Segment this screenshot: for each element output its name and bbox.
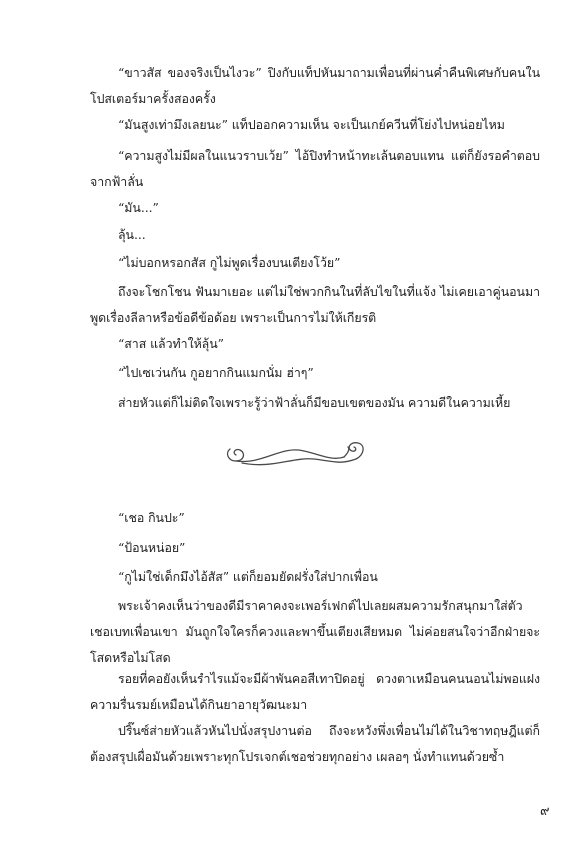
paragraph-13: “กูไม่ใช่เด็กมึงไอ้สัส” แต่ก็ยอมยัดฝรั่งใส่ปากเพื่อน bbox=[118, 569, 378, 584]
paragraph-8: “สาส แล้วทำให้ลุ้น” bbox=[118, 336, 224, 351]
page-number: ๙ bbox=[540, 804, 550, 819]
paragraph-3: “ความสูงไม่มีผลในแนวราบเว้ย” ไอ้ปิงทำหน้าทะเล้นตอบแทน แต่ก็ยังรอคำตอบจากฟ้าลั่น bbox=[90, 148, 540, 189]
paragraph-16: ปริ๊นซ์ส่ายหัวแล้วหันไปนั่งสรุปงานต่อ ถึงจะหวังพึ่งเพื่อนไม่ได้ในวิชาทฤษฎีแต่ก็ต้องสรุปเผื่อมันด้วยเพราะทุกโปรเจกต์เชอช่วยทุกอย่าง เผลอๆ นั่งทำแทนด้วยซ้ำ bbox=[90, 723, 540, 764]
paragraph-7: ถึงจะโชกโชน ฟันมาเยอะ แต่ไม่ใช่พวกกินในที่ลับไขในที่แจ้ง ไม่เคยเอาคู่นอนมาพูดเรื่องลีลาหรือข้อดีข้อด้อย เพราะเป็นการไม่ให้เกียรติ bbox=[90, 284, 540, 325]
paragraph-10: ส่ายหัวแต่ก็ไม่ติดใจเพราะรู้ว่าฟ้าลั่นก็มีขอบเขตของมัน ความดีในความเหี้ย bbox=[118, 395, 511, 410]
paragraph-5: ลุ้น... bbox=[118, 227, 146, 242]
paragraph-15: รอยที่คอยังเห็นรำไรแม้จะมีผ้าพันคอสีเทาปิดอยู่ ดวงตาเหมือนคนนอนไม่พอแฝงความรื่นรมย์เหมือนได้กินยาอายุวัฒนะมา bbox=[90, 671, 540, 712]
paragraph-14: พระเจ้าคงเห็นว่าของดีมีราคาคงจะเพอร์เฟกต์ไปเลยผสมความรักสนุกมาใส่ตัวเชอเบทเพื่อนเขา มันถูกใจใครก็ควงและพาขึ้นเตียงเสียหมด ไม่ค่อยสนใจว่าอีกฝ่ายจะโสดหรือไม่โสด bbox=[90, 598, 540, 665]
paragraph-11: “เชอ กินปะ” bbox=[118, 510, 185, 525]
paragraph-4: “มัน...” bbox=[118, 200, 159, 215]
paragraph-6: “ไม่บอกหรอกสัส กูไม่พูดเรื่องบนเตียงโว้ย” bbox=[118, 255, 341, 270]
paragraph-9: “ไปเซเว่นกัน กูอยากกินแมกนั่ม ฮ่าๆ” bbox=[118, 365, 314, 380]
paragraph-2: “มันสูงเท่ามึงเลยนะ” แท็ปออกความเห็น จะเป็นเกย์ควีนที่โย่งไปหน่อยไหม bbox=[118, 117, 505, 132]
scroll-flourish-divider-icon bbox=[222, 435, 372, 475]
paragraph-1: “ขาวสัส ของจริงเป็นไงวะ” ปิงกับแท็ปหันมาถามเพื่อนที่ผ่านค่ำคืนพิเศษกับคนในโปสเตอร์มาครั้งสองครั้ง bbox=[90, 65, 540, 106]
paragraph-12: “ป้อนหน่อย” bbox=[118, 540, 186, 555]
